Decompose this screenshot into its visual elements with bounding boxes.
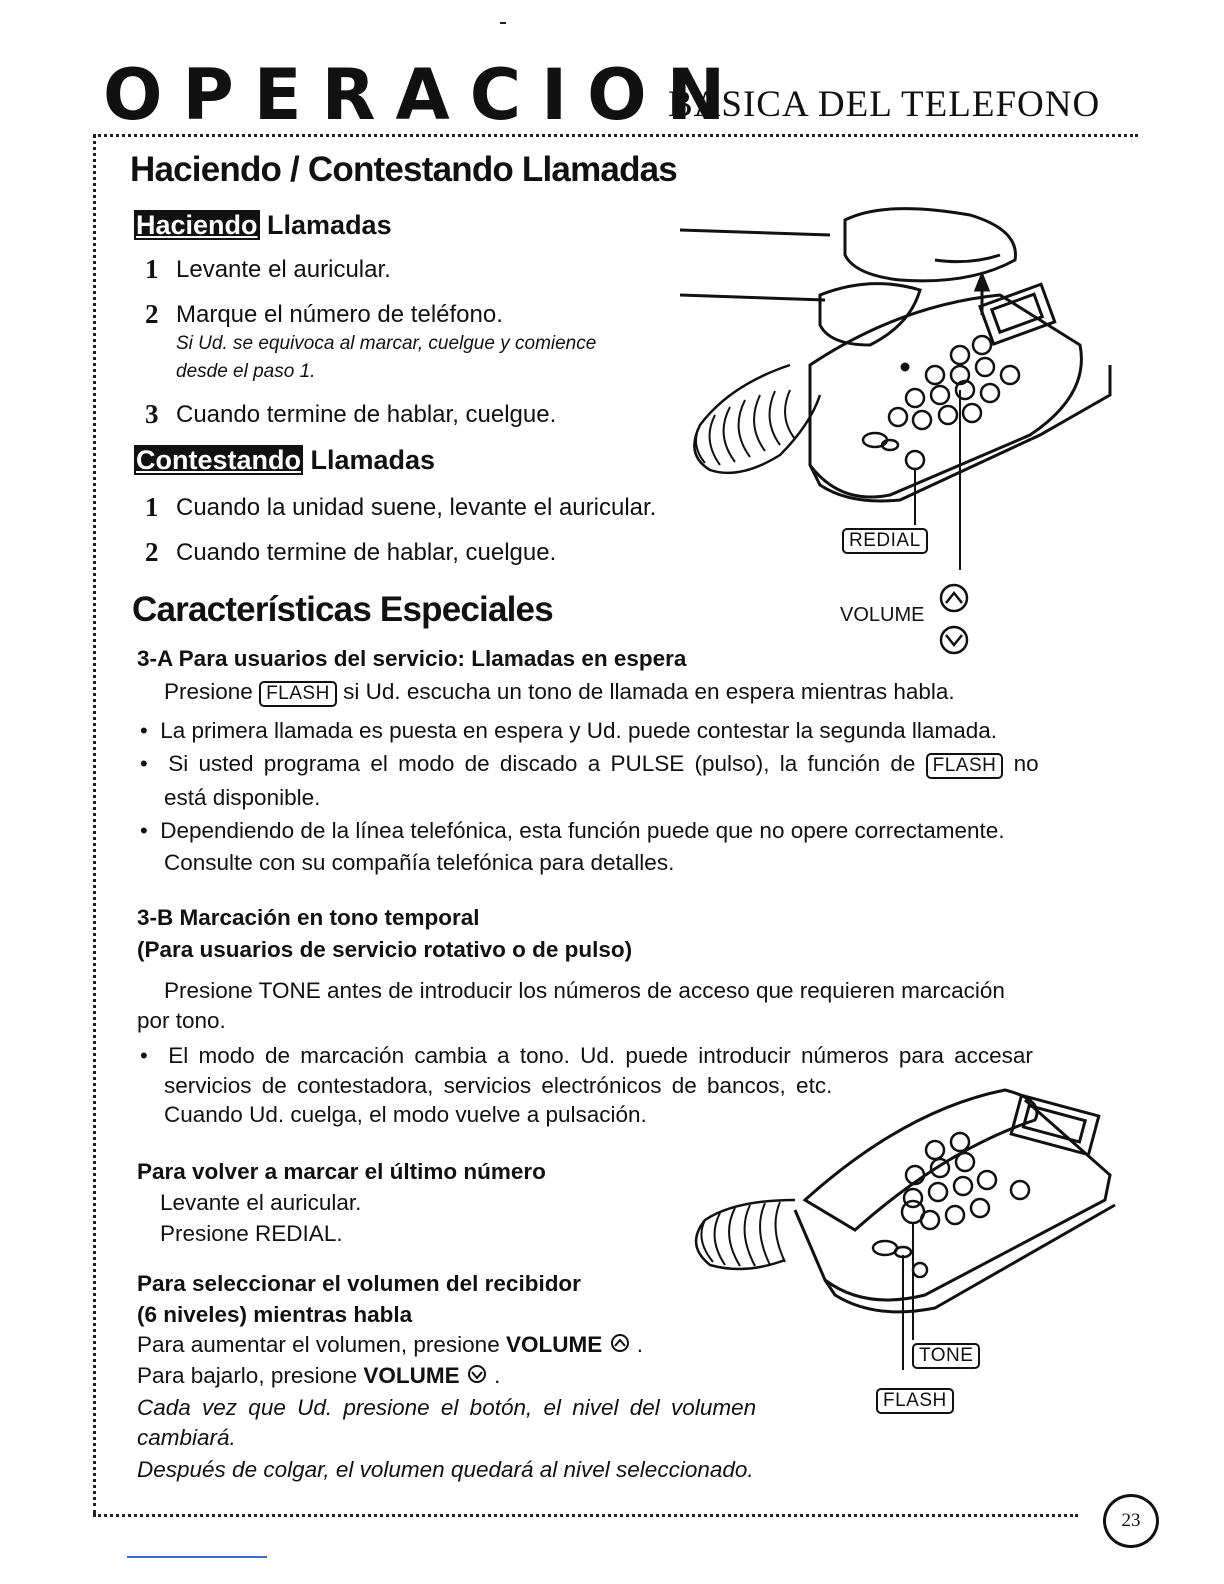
- page-title: OPERACION: [103, 54, 746, 136]
- feature-3b-heading: 3-B Marcación en tono temporal: [137, 905, 480, 930]
- volume-up-icon: [609, 1332, 631, 1354]
- subheading-highlight: Haciendo: [136, 210, 258, 240]
- volume-up-down-icon: [934, 582, 974, 662]
- feature-3a-bullet: • La primera llamada es puesta en espera y Ud. puede contestar la segunda llamada.: [140, 718, 997, 743]
- feature-3b-bullet-cont: Cuando Ud. cuelga, el modo vuelve a pulsación.: [164, 1102, 647, 1127]
- subheading-making-calls: [134, 210, 392, 241]
- redial-key-label: REDIAL: [842, 528, 928, 554]
- volume-note: Después de colgar, el volumen quedará al nivel seleccionado.: [137, 1457, 754, 1482]
- phone-illustration-bottom: [685, 1080, 1155, 1380]
- step-text: Marque el número de teléfono.: [176, 301, 503, 328]
- dotted-rule-bottom: [93, 1514, 1078, 1517]
- feature-3b-paragraph: Presione TONE antes de introducir los números de acceso que requieren marcación: [164, 978, 1005, 1003]
- subheading-highlight: Contestando: [136, 445, 301, 475]
- feature-3b-paragraph: por tono.: [137, 1008, 226, 1033]
- page-number: 23: [1103, 1494, 1159, 1548]
- step-note: Si Ud. se equivoca al marcar, cuelgue y comience: [176, 333, 597, 354]
- scan-tick: [500, 22, 506, 24]
- volume-note: Cada vez que Ud. presione el botón, el nivel del volumen: [137, 1395, 757, 1420]
- feature-3a-bullet-cont: está disponible.: [164, 785, 321, 810]
- feature-3b-bullet: • El modo de marcación cambia a tono. Ud. puede introducir números para accesar: [140, 1043, 1033, 1068]
- step-number: 1: [145, 254, 159, 284]
- volume-label: VOLUME: [840, 604, 925, 626]
- volume-note: cambiará.: [137, 1425, 236, 1450]
- section-heading-features: Características Especiales: [132, 590, 553, 629]
- page-subtitle: BASICA DEL TELEFONO: [668, 84, 1101, 125]
- step-number: 1: [145, 492, 159, 522]
- step-text: Cuando la unidad suene, levante el auricular.: [176, 494, 657, 521]
- subheading-answering-calls: [134, 445, 435, 476]
- step-text: Cuando termine de hablar, cuelgue.: [176, 539, 557, 566]
- feature-3a-bullet: • Si usted programa el modo de discado a PULSE (pulso), la función de FLASH no: [140, 751, 1039, 779]
- flash-key: FLASH: [259, 681, 337, 707]
- volume-up-instruction: Para aumentar el volumen, presione VOLUME .: [137, 1332, 644, 1357]
- step-note: desde el paso 1.: [176, 361, 316, 382]
- subheading-rest: Llamadas: [303, 445, 436, 475]
- redial-step: Levante el auricular.: [160, 1190, 362, 1215]
- feature-3a-instruction: Presione FLASH si Ud. escucha un tono de llamada en espera mientras habla.: [164, 679, 955, 707]
- phone-illustration-top: [670, 195, 1140, 665]
- tone-key-label: TONE: [912, 1343, 980, 1369]
- feature-3a-bullet: • Dependiendo de la línea telefónica, esta función puede que no opere correctamente.: [140, 818, 1005, 843]
- volume-heading: Para seleccionar el volumen del recibidor: [137, 1271, 581, 1296]
- feature-3b-subheading: (Para usuarios de servicio rotativo o de pulso): [137, 937, 633, 962]
- flash-key: FLASH: [926, 753, 1004, 779]
- step-text: Levante el auricular.: [176, 256, 391, 283]
- volume-down-instruction: Para bajarlo, presione VOLUME .: [137, 1363, 501, 1388]
- volume-subheading: (6 niveles) mientras habla: [137, 1302, 413, 1327]
- step-number: 2: [145, 299, 159, 329]
- step-text: Cuando termine de hablar, cuelgue.: [176, 401, 557, 428]
- volume-down-icon: [466, 1363, 488, 1385]
- section-heading-calls: Haciendo / Contestando Llamadas: [130, 150, 677, 189]
- redial-heading: Para volver a marcar el último número: [137, 1159, 546, 1184]
- feature-3b-bullet-cont: servicios de contestadora, servicios electrónicos de bancos, etc.: [164, 1073, 833, 1098]
- step-number: 2: [145, 537, 159, 567]
- subheading-rest: Llamadas: [259, 210, 392, 240]
- redial-step: Presione REDIAL.: [160, 1221, 343, 1246]
- dotted-rule-left: [93, 134, 96, 1514]
- flash-key-label: FLASH: [876, 1388, 954, 1414]
- feature-3a-bullet-cont: Consulte con su compañía telefónica para detalles.: [164, 850, 675, 875]
- step-number: 3: [145, 399, 159, 429]
- bottom-accent-line: [127, 1556, 267, 1558]
- feature-3a-heading: 3-A Para usuarios del servicio: Llamadas en espera: [137, 646, 687, 671]
